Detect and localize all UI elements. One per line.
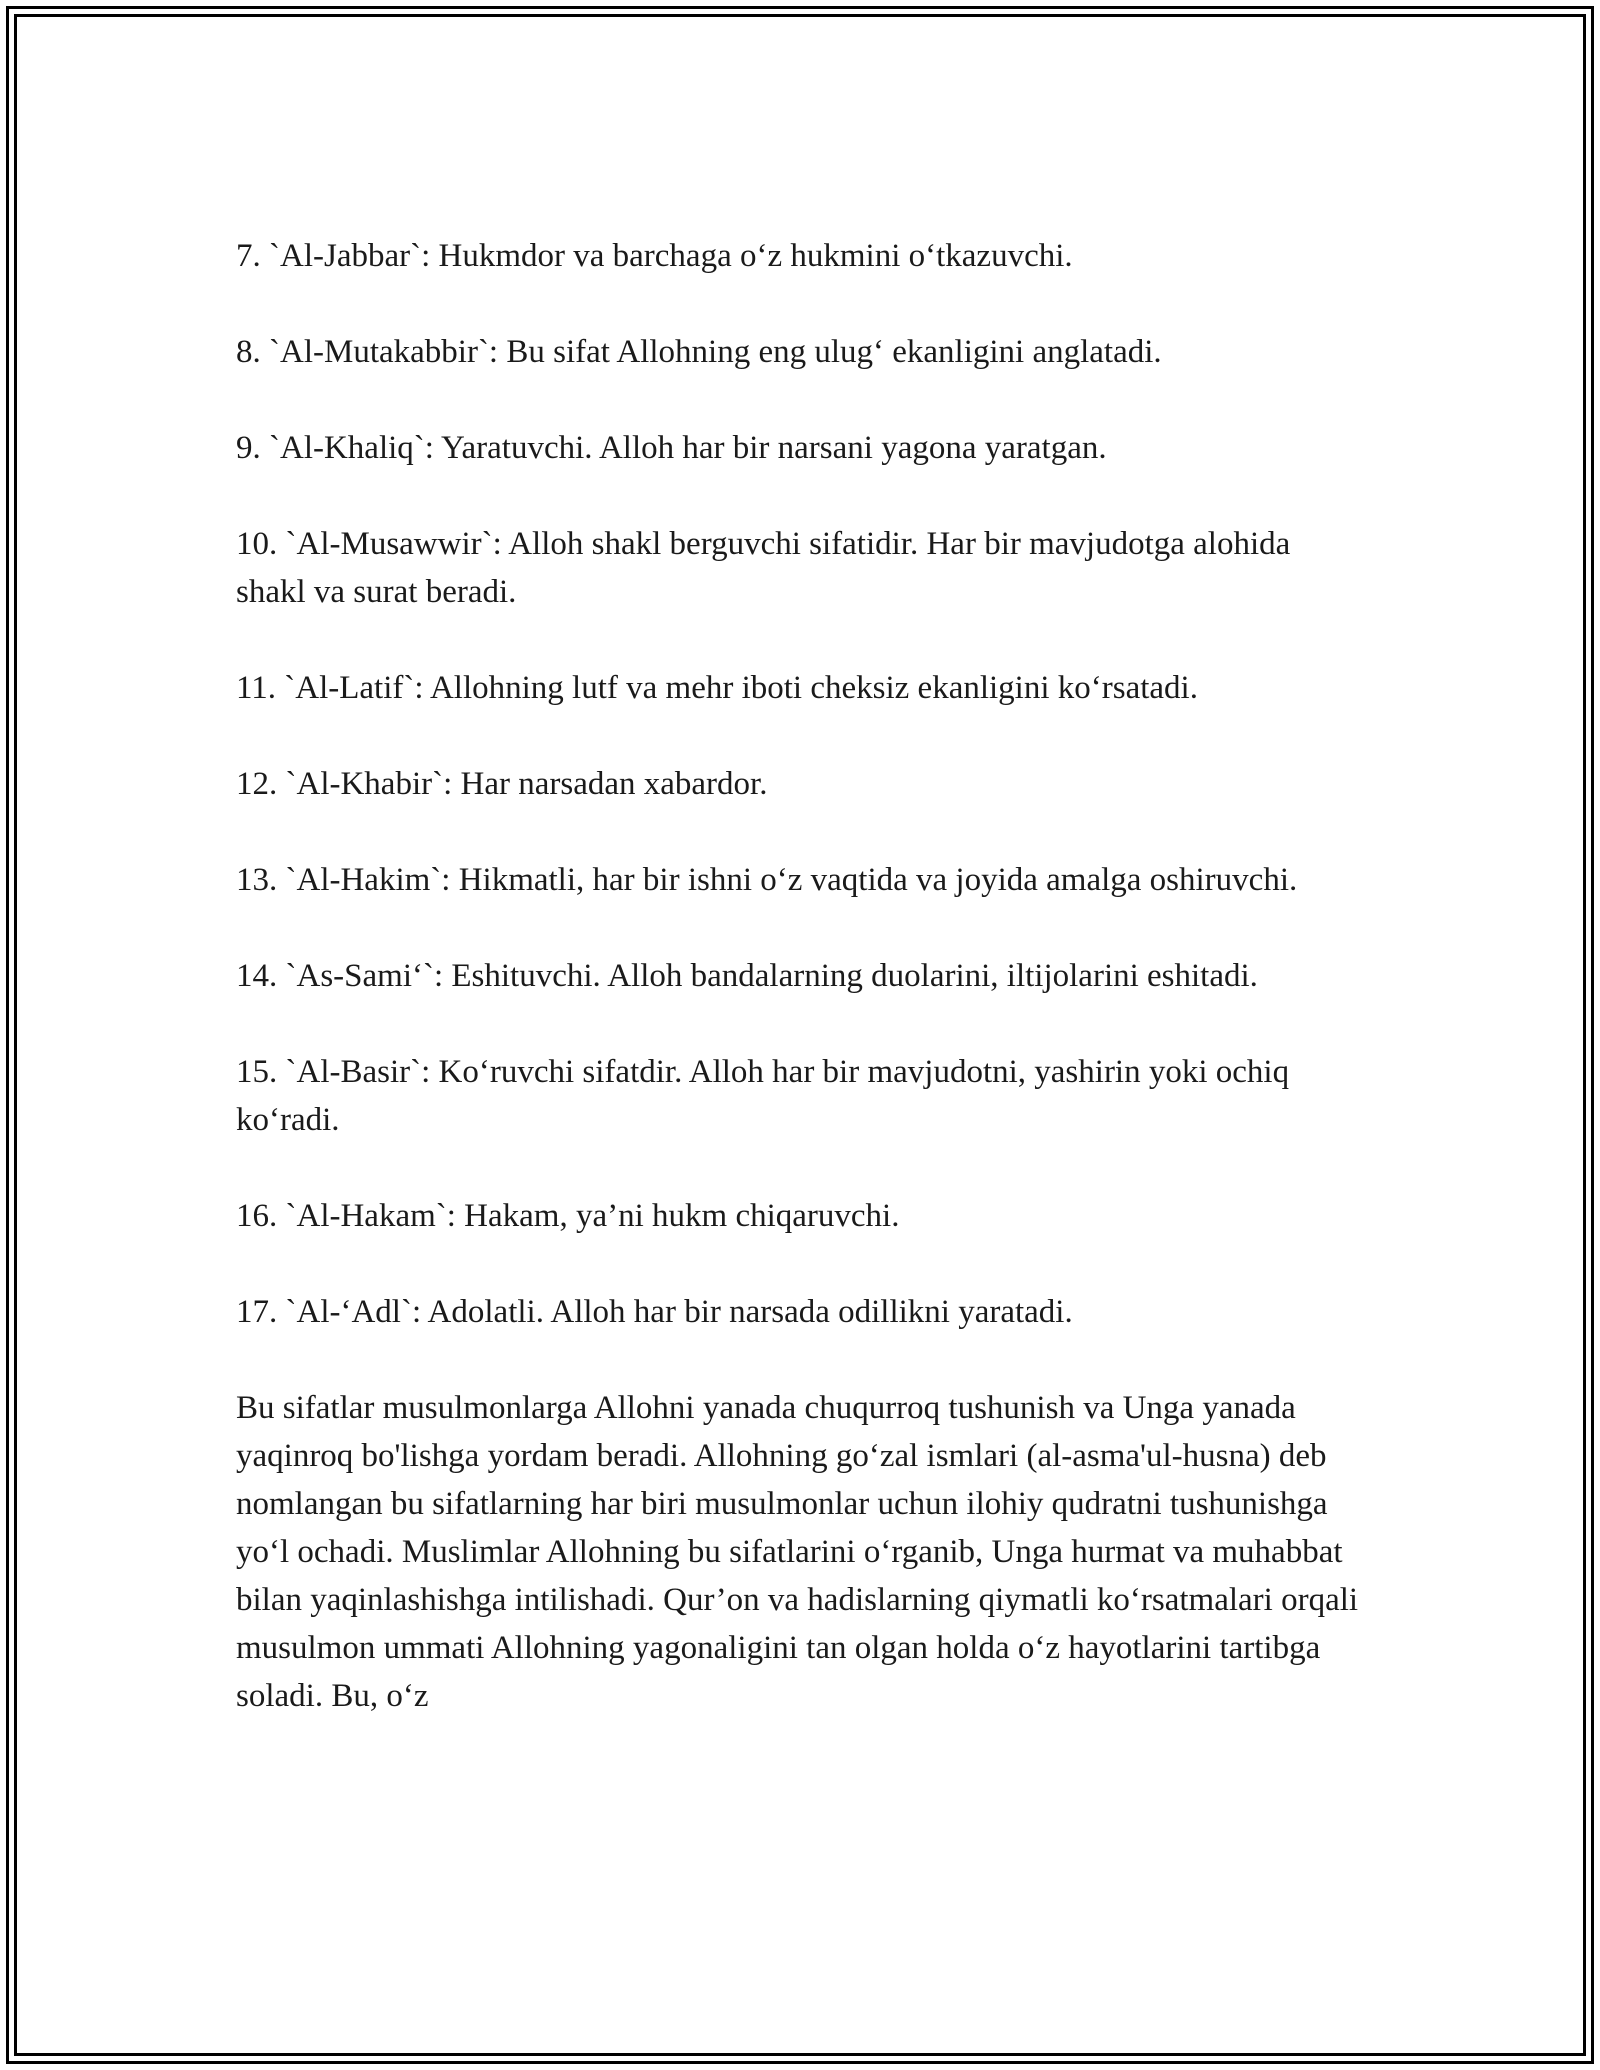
closing-paragraph: Bu sifatlar musulmonlarga Allohni yanada chuqurroq tushunish va Unga yanada yaqinroq bo'lishga yordam beradi. Allohning go‘zal ismlari (al-asma'ul-husna) deb nomlangan bu sifatlarning har biri musulmonlar uchun ilohiy qudratni tushunishga yo‘l ochadi. Muslimlar Allohning bu sifatlarini o‘rganib, Unga hurmat va muhabbat bilan yaqinlashishga intilishadi. Qur’on va hadislarning qiymatli ko‘rsatmalari orqali musulmon ummati Allohning yagonaligini tan olgan holda o‘z hayotlarini tartibga soladi. Bu, o‘z — [236, 1390, 1359, 1714]
list-item-al-basir: 15. `Al-Basir`: Ko‘ruvchi sifatdir. Alloh har bir mavjudotni, yashirin yoki ochiq ko‘radi. — [236, 1054, 1290, 1138]
list-item-as-sami: 14. `As-Sami‘`: Eshituvchi. Alloh bandalarning duolarini, iltijolarini eshitadi. — [236, 958, 1258, 994]
list-item-al-jabbar: 7. `Al-Jabbar`: Hukmdor va barchaga o‘z hukmini o‘tkazuvchi. — [236, 238, 1073, 274]
list-item-al-musawwir: 10. `Al-Musawwir`: Alloh shakl berguvchi sifatidir. Har bir mavjudotga alohida shakl va surat beradi. — [236, 526, 1291, 610]
list-item-al-hakim: 13. `Al-Hakim`: Hikmatli, har bir ishni o‘z vaqtida va joyida amalga oshiruvchi. — [236, 862, 1298, 898]
list-item-al-hakam: 16. `Al-Hakam`: Hakam, ya’ni hukm chiqaruvchi. — [236, 1198, 900, 1234]
list-item-al-latif: 11. `Al-Latif`: Allohning lutf va mehr iboti cheksiz ekanligini ko‘rsatadi. — [236, 670, 1198, 706]
list-item-al-khabir: 12. `Al-Khabir`: Har narsadan xabardor. — [236, 766, 768, 802]
document-body — [236, 232, 1366, 1720]
list-item-al-khaliq: 9. `Al-Khaliq`: Yaratuvchi. Alloh har bir narsani yagona yaratgan. — [236, 430, 1107, 466]
list-item-al-adl: 17. `Al-‘Adl`: Adolatli. Alloh har bir narsada odillikni yaratadi. — [236, 1294, 1073, 1330]
list-item-al-mutakabbir: 8. `Al-Mutakabbir`: Bu sifat Allohning eng ulug‘ ekanligini anglatadi. — [236, 334, 1162, 370]
